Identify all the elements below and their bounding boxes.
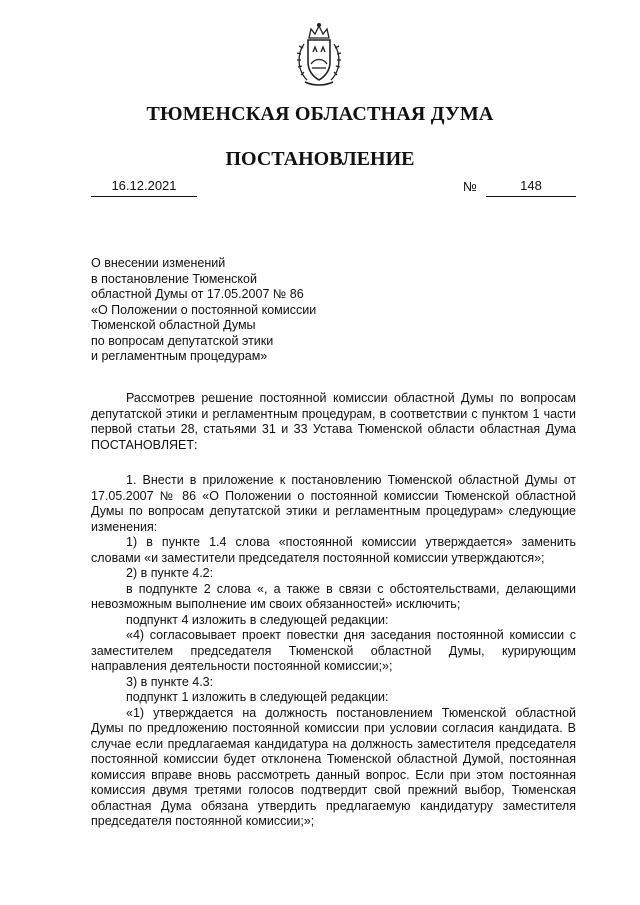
document-date: 16.12.2021 bbox=[91, 178, 197, 197]
document-number: 148 bbox=[486, 178, 576, 197]
subject-line: областной Думы от 17.05.2007 № 86 bbox=[91, 287, 304, 301]
body-paragraph: подпункт 4 изложить в следующей редакции: bbox=[126, 612, 389, 627]
body-paragraph: 3) в пункте 4.3: bbox=[126, 674, 214, 689]
preamble-paragraph: Рассмотрев решение постоянной комиссии областной Думы по вопросам депутатской этики и регламентным процедурам, в соответствии с пунктом 1 части первой статьи 28, статьями 31 и 33 Устава Тюменской области областная Дума ПОСТАНОВЛЯЕТ: bbox=[91, 391, 576, 452]
body-paragraph: подпункт 1 изложить в следующей редакции: bbox=[126, 690, 389, 704]
subject-line: и регламентным процедурам» bbox=[91, 349, 268, 363]
subject-line: «О Положении о постоянной комиссии bbox=[91, 302, 317, 317]
body-paragraph: 1. Внести в приложение к постановлению Тюменской областной Думы от 17.05.2007 № 86 «О Положении о постоянной комиссии Тюменской областной Думы по вопросам депутатской этики и регламентным процедурам» следующие изменения: bbox=[91, 473, 576, 534]
subject-line: по вопросам депутатской этики bbox=[91, 333, 274, 348]
subject-line: Тюменской областной Думы bbox=[91, 318, 256, 332]
subject-line: в постановление Тюменской bbox=[91, 271, 257, 286]
body-paragraph: 2) в пункте 4.2: bbox=[126, 566, 214, 580]
document-type: ПОСТАНОВЛЕНИЕ bbox=[225, 148, 415, 170]
subject-line: О внесении изменений bbox=[91, 256, 226, 270]
coat-of-arms-icon bbox=[291, 22, 347, 90]
number-sign: № bbox=[463, 179, 477, 194]
document-body bbox=[91, 391, 576, 830]
body-paragraph: 1) в пункте 1.4 слова «постоянной комиссии утверждается» заменить словами «и заместители председателя постоянной комиссии утверждаются»; bbox=[91, 535, 576, 565]
body-paragraph: «4) согласовывает проект повестки дня заседания постоянной комиссии с заместителем председателя Тюменской областной Думы, курирующим направления деятельности постоянной комиссии;»; bbox=[91, 628, 576, 673]
organization-title: ТЮМЕНСКАЯ ОБЛАСТНАЯ ДУМА bbox=[146, 103, 494, 125]
document-subject bbox=[91, 256, 381, 365]
body-paragraph: в подпункте 2 слова «, а также в связи с обстоятельствами, делающими невозможным выполнение им своих обязанностей» исключить; bbox=[91, 581, 576, 611]
body-paragraph: «1) утверждается на должность постановлением Тюменской областной Думы по предложению постоянной комиссии при условии согласия кандидата. В случае если предлагаемая кандидатура на должность заместителя председателя постоянной комиссии будет отклонена Тюменской областной Думой, постоянная комиссия вправе вновь рассмотреть данный вопрос. Если при этом постоянная комиссия двумя третями голосов подтвердит свой прежний выбор, Тюменская областная Дума обязана утвердить предлагаемую кандидатуру заместителя председателя постоянной комиссии;»; bbox=[91, 705, 576, 828]
